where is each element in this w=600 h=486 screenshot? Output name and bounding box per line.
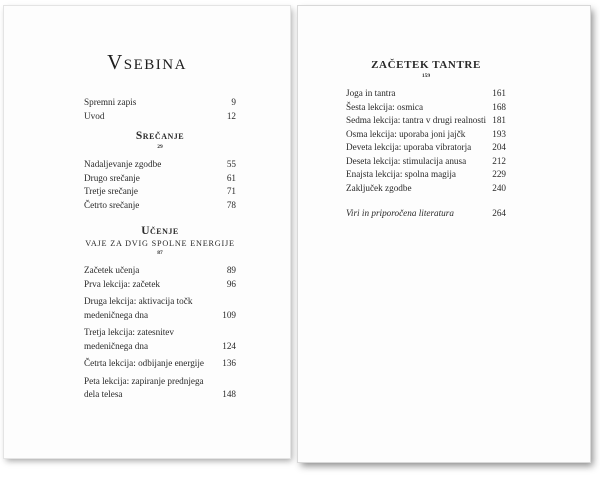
section-subheading: VAJE ZA DVIG SPOLNE ENERGIJE (85, 239, 235, 248)
toc-entry-label: Začetek učenja (84, 265, 140, 275)
toc-entry-page: 9 (231, 97, 236, 107)
toc-entry-page: 136 (222, 358, 236, 368)
toc-entry (346, 182, 506, 196)
toc-entry-label: Četrto srečanje (84, 199, 140, 210)
toc-entry-page: 109 (222, 309, 236, 320)
toc-entry-page: 204 (492, 142, 506, 152)
table-of-contents-right (346, 52, 506, 221)
section-heading: Učenje (141, 225, 179, 237)
toc-entry-page: 264 (492, 208, 506, 218)
toc-entry (84, 326, 236, 353)
toc-entry-label: Tretja lekcija: zatesnitev medeničnega dna (84, 327, 174, 351)
toc-entry (346, 114, 506, 128)
toc-entry (346, 101, 506, 115)
toc-entry (84, 172, 236, 186)
toc-entry (346, 128, 506, 142)
toc-entry (84, 295, 236, 322)
toc-entry-label: Deveta lekcija: uporaba vibratorja (346, 142, 472, 152)
toc-entry-label: Sedma lekcija: tantra v drugi realnosti (346, 115, 487, 125)
toc-entry (84, 185, 236, 199)
section-heading: Srečanje (135, 130, 185, 142)
toc-entry-label: Tretje srečanje (84, 186, 138, 196)
toc-entry-label: Uvod (84, 110, 105, 121)
toc-entry (84, 96, 236, 110)
toc-entry (346, 168, 506, 182)
toc-entry (346, 87, 506, 101)
toc-entry-label: Prva lekcija: začetek (84, 278, 161, 289)
toc-entry (84, 110, 236, 124)
toc-entry-label: Peta lekcija: zapiranje prednjega dela telesa (84, 375, 204, 399)
toc-entry (84, 375, 236, 402)
toc-entry-page: 161 (492, 88, 506, 98)
toc-entry (84, 264, 236, 278)
toc-entry-label: Nadaljevanje zgodbe (84, 159, 162, 169)
toc-entry-page: 193 (492, 128, 506, 139)
toc-entry (84, 158, 236, 172)
page-title: Vsebina (107, 50, 187, 74)
toc-entry-label: Spremni zapis (84, 97, 137, 107)
toc-entry-label: Enajsta lekcija: spolna magija (346, 169, 456, 179)
toc-entry-page: 168 (492, 101, 506, 112)
toc-entry-page: 12 (226, 110, 236, 121)
toc-entry-page: 89 (226, 265, 236, 275)
right-page (298, 6, 590, 462)
toc-entry-page: 78 (226, 199, 236, 210)
toc-entry-label: Deseta lekcija: stimulacija anusa (346, 155, 467, 166)
toc-entry-label: Četrta lekcija: odbijanje energije (84, 358, 204, 368)
toc-entry-page: 61 (226, 172, 236, 183)
toc-entry-page: 96 (226, 278, 236, 289)
toc-entry-page: 124 (222, 340, 236, 351)
left-page (4, 6, 290, 458)
toc-entry (84, 199, 236, 213)
toc-entry-page: 212 (492, 155, 506, 166)
toc-entry-page: 229 (492, 169, 506, 179)
toc-entry (346, 141, 506, 155)
toc-entry-label: Druga lekcija: aktivacija točk medeničnega dna (84, 296, 193, 320)
toc-entry-label: Šesta lekcija: osmica (346, 101, 424, 112)
toc-entry (84, 357, 236, 371)
toc-entry-page: 71 (226, 186, 236, 196)
toc-entry (346, 207, 506, 221)
toc-entry-page: 240 (492, 182, 506, 193)
toc-entry-label: Zaključek zgodbe (346, 182, 412, 193)
toc-entry-page: 181 (492, 115, 506, 125)
toc-entry-label: Viri in priporočena literatura (346, 208, 454, 218)
section-page-number: 29 (157, 144, 163, 150)
table-of-contents-left (84, 96, 236, 402)
section-page-number: 159 (421, 73, 431, 79)
toc-entry (346, 155, 506, 169)
toc-entry (84, 278, 236, 292)
section-heading: ZAČETEK TANTRE (371, 59, 481, 71)
toc-entry-page: 55 (226, 159, 236, 169)
toc-entry-label: Drugo srečanje (84, 172, 140, 183)
section-page-number: 87 (157, 250, 163, 256)
toc-entry-label: Joga in tantra (346, 88, 396, 98)
toc-entry-page: 148 (222, 389, 236, 399)
toc-entry-label: Osma lekcija: uporaba joni jajčk (346, 128, 466, 139)
